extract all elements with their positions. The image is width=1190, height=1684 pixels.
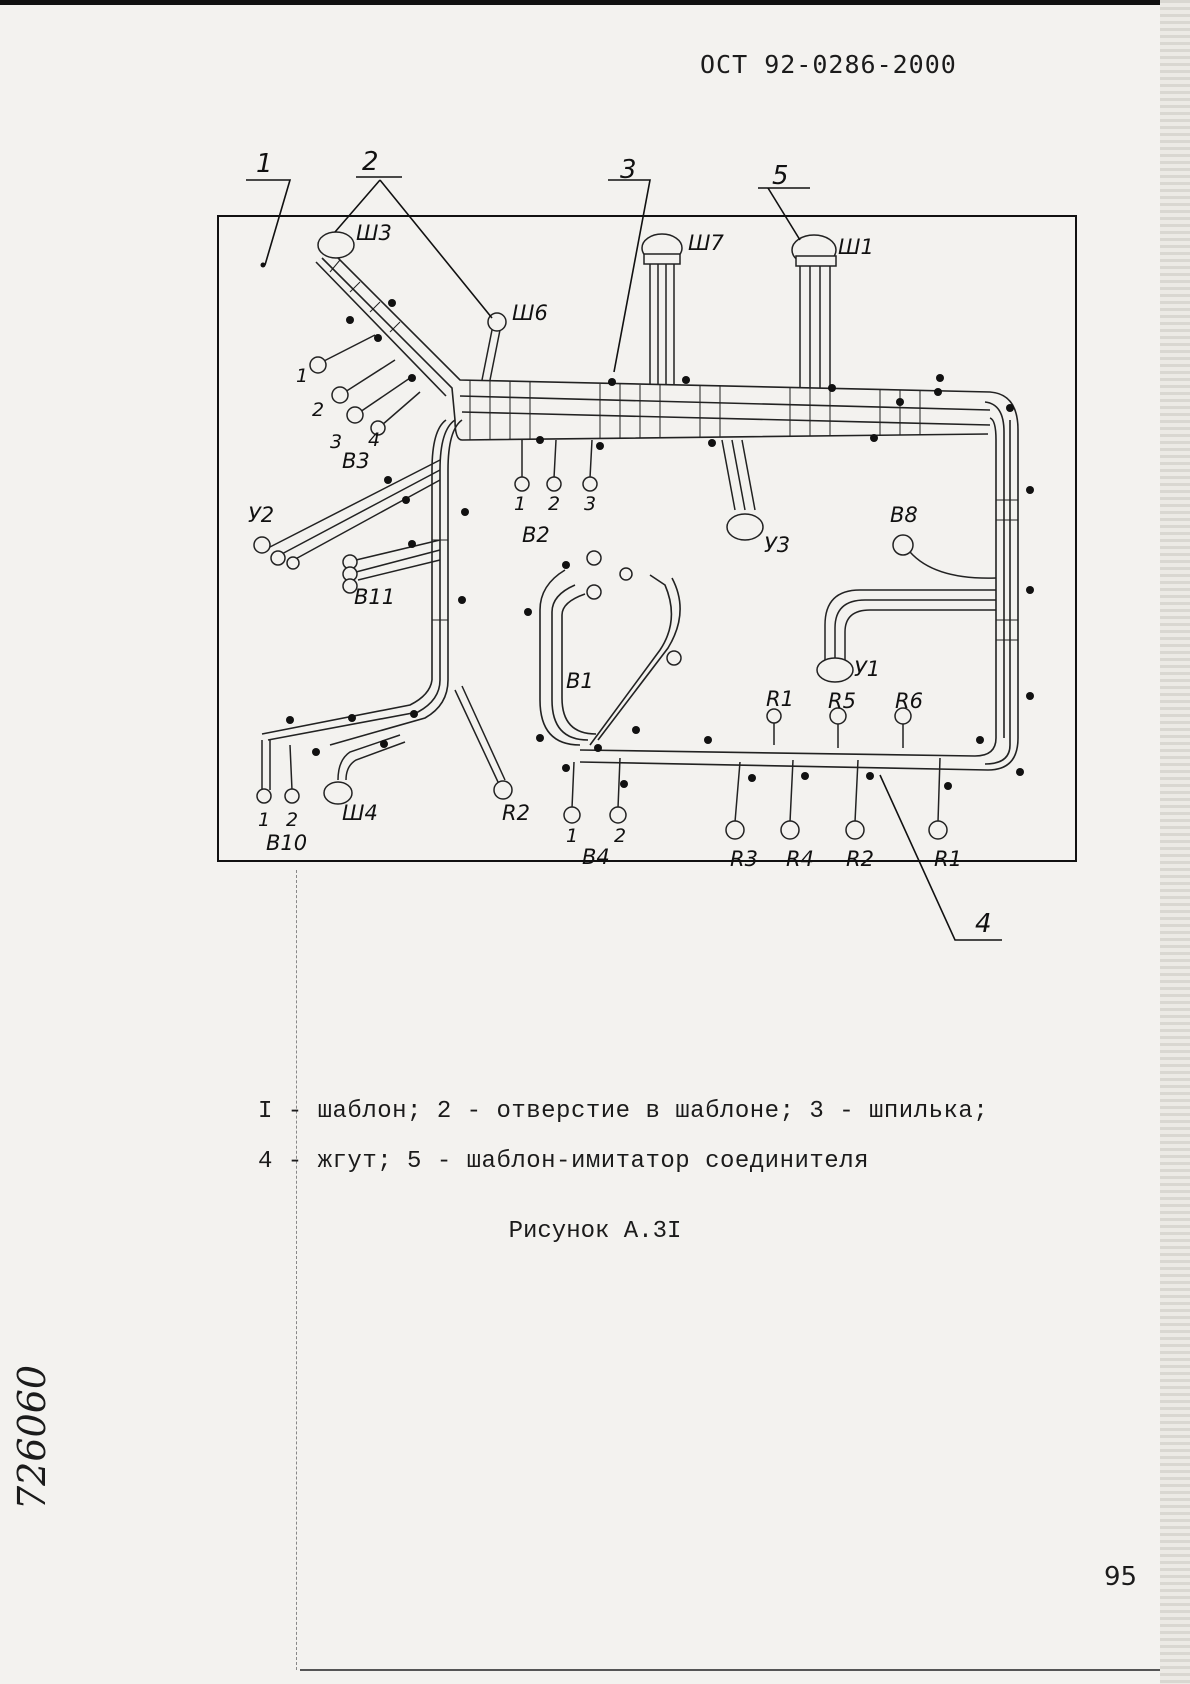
- branch-sh6: [482, 313, 506, 380]
- callout-3: 3: [620, 155, 637, 185]
- bottom-rule: [300, 1669, 1160, 1671]
- callout-1: 1: [256, 149, 273, 179]
- branch-v3: [310, 335, 420, 435]
- label-r5-top: R5: [828, 689, 856, 713]
- branch-u1: [817, 590, 996, 682]
- branch-sh3: [318, 232, 354, 258]
- label-r1-bottom: R1: [934, 847, 962, 871]
- label-r3-bottom: R3: [730, 847, 758, 871]
- v4-pin-2: 2: [614, 825, 627, 847]
- branch-u3: [722, 440, 763, 540]
- branch-r2-left: [455, 686, 512, 799]
- branch-v10: [257, 740, 299, 803]
- figure-title: Рисунок А.3I: [508, 1218, 682, 1245]
- callout-2: 2: [362, 147, 379, 177]
- page-number: 95: [1104, 1562, 1138, 1592]
- side-inventory-number: 726060: [10, 1364, 54, 1510]
- v3-pin-4: 4: [368, 429, 381, 451]
- v3-pin-2: 2: [312, 399, 325, 421]
- branch-sh1: [792, 235, 836, 388]
- label-sh3: Ш3: [356, 221, 392, 245]
- label-r2-bottom: R2: [846, 847, 874, 871]
- label-r2-left: R2: [502, 801, 530, 825]
- callout-4: 4: [975, 909, 992, 939]
- v3-pin-1: 1: [296, 365, 309, 387]
- label-v4: В4: [582, 845, 610, 869]
- standard-code: ОСТ 92-0286-2000: [700, 50, 957, 79]
- label-sh1: Ш1: [838, 235, 874, 259]
- v2-pin-3: 3: [584, 493, 597, 515]
- label-v3: В3: [342, 449, 370, 473]
- label-u3: У3: [764, 533, 791, 557]
- caption-line-2: 4 - жгут; 5 - шаблон-имитатор соединителя: [258, 1148, 869, 1175]
- v2-pin-2: 2: [548, 493, 561, 515]
- branch-v2: [515, 440, 597, 491]
- label-v8: В8: [890, 503, 918, 527]
- label-r6-top: R6: [895, 689, 923, 713]
- label-v10: В10: [266, 831, 308, 855]
- label-r1-top: R1: [766, 687, 794, 711]
- v4-pin-1: 1: [566, 825, 579, 847]
- branch-v1-pins: [587, 551, 681, 665]
- template-board: [218, 216, 1076, 861]
- branch-resistors-top: [767, 708, 911, 748]
- label-v2: В2: [522, 523, 550, 547]
- label-r4-bottom: R4: [786, 847, 814, 871]
- branch-resistors-bottom: [726, 758, 947, 839]
- label-u2: У2: [248, 503, 275, 527]
- label-v1: В1: [566, 669, 594, 693]
- v10-pin-1: 1: [258, 809, 271, 831]
- label-u1: У1: [854, 657, 881, 681]
- branch-v4: [564, 758, 626, 823]
- binding-line: [296, 870, 297, 1670]
- branch-sh4: [324, 735, 405, 804]
- branch-u2: [254, 460, 440, 569]
- label-sh6: Ш6: [512, 301, 548, 325]
- branch-v8: [893, 535, 996, 578]
- branch-sh7: [642, 234, 682, 384]
- label-v11: В11: [354, 585, 396, 609]
- caption-line-1: I - шаблон; 2 - отверстие в шаблоне; 3 - шпилька;: [258, 1098, 989, 1125]
- v10-pin-2: 2: [286, 809, 299, 831]
- callout-5: 5: [772, 161, 789, 191]
- v2-pin-1: 1: [514, 493, 527, 515]
- label-sh4: Ш4: [342, 801, 378, 825]
- label-sh7: Ш7: [688, 231, 724, 255]
- v3-pin-3: 3: [330, 431, 343, 453]
